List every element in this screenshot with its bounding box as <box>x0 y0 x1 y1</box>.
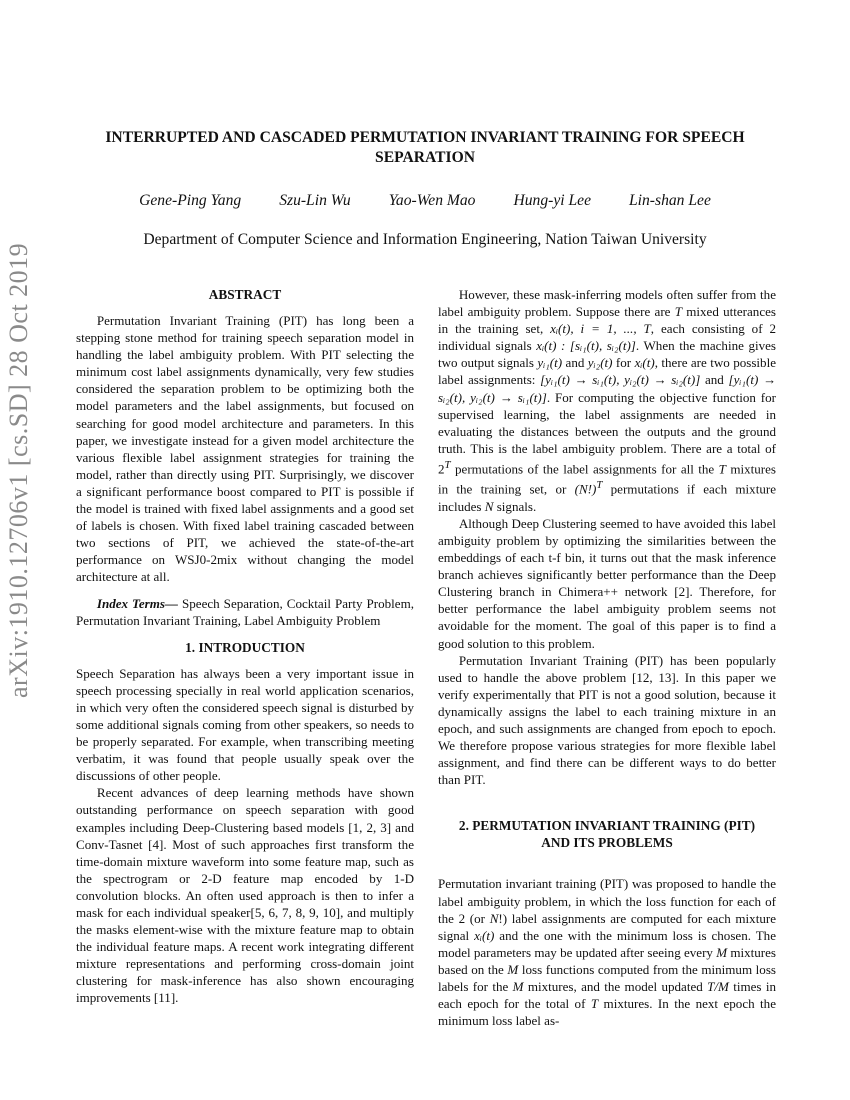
text-run: loss functions computed from the minimum loss labels for the <box>438 961 776 994</box>
abstract-text: Permutation Invariant Training (PIT) has long been a stepping stone method for training speech separation model in handling the label ambiguity problem. With PIT selecting the minimum cost label assignments dynamically, very few studies considered the separation problem to be optimizing both the model parameters and the label assignments, but focused on searching for good model architecture and parameters. In this paper, we investigate instead for a given model architecture the various flexible label assignment strategies for training the model, rather than directly using PIT. Surprisingly, we discover a significant performance boost compared to PIT is possible if the model is trained with fixed label assignments and a good set of labels is chosen. With fixed label training cascaded between two sections of PIT, we achieved the state-of-the-art performance on WSJ0-2mix without changing the model architecture at all. <box>76 313 414 585</box>
text-run: times in each epoch for the total of <box>438 978 776 1012</box>
paragraph: Speech Separation has always been a very important issue in speech processing specially in real world application scenarios, in which very often the considered speech signal is disturbed by some additional signals coming from other speakers, so needs to be properly separated. For example, when transcribing meeting verbatim, it was found that people usually speak over the discussions of other people. <box>76 665 414 784</box>
math-expression: xᵢ(t) : [sᵢ₁(t), sᵢ₂(t)] <box>536 338 636 354</box>
math-expression: 2 <box>438 461 445 477</box>
math-expression: T/M <box>707 978 729 994</box>
author-name: Gene-Ping Yang <box>139 192 242 209</box>
index-terms <box>76 595 414 629</box>
math-exponent: T <box>444 458 451 471</box>
math-symbol: T <box>674 304 682 320</box>
text-run: . When the machine gives two output signals <box>438 338 776 371</box>
text-run: mixtures, and the model updated <box>523 978 708 994</box>
author-name: Hung-yi Lee <box>513 192 591 209</box>
text-run: for <box>612 355 635 371</box>
text-run: , each consisting of 2 individual signals <box>438 321 776 354</box>
index-terms-label: Index Terms— <box>96 595 178 611</box>
math-symbol: M <box>716 944 728 960</box>
affiliation: Department of Computer Science and Information Engineering, Nation Taiwan University <box>143 231 707 248</box>
paragraph: Permutation Invariant Training (PIT) has been popularly used to handle the above problem [12, 13]. In this paper we verify experimentally that PIT is not a good solution, because it dynamically assigns the label to each training mixture in an epoch, and such assignments are changed from epoch to epoch. We therefore propose various strategies for more flexible label assignment, and find there can be different ways to do better than PIT. <box>438 652 776 788</box>
text-run: permutations if each mixture includes <box>438 481 776 514</box>
text-run: , there are two possible label assignments: <box>438 355 776 388</box>
math-symbol: M <box>507 961 519 977</box>
text-run: mixed utterances in the training set, <box>438 304 776 337</box>
left-column <box>76 286 414 1007</box>
text-run: and the one with the minimum loss is chosen. The model parameters may be updated after seeing every <box>438 927 776 960</box>
paragraph <box>438 286 776 515</box>
math-exponent: T <box>596 479 603 492</box>
math-expression: yᵢ₂(t) <box>587 355 613 371</box>
abstract-heading: ABSTRACT <box>208 287 282 302</box>
text-run: However, these mask-inferring models often suffer from the label ambiguity problem. Suppose there are <box>438 287 776 320</box>
math-expression: [yᵢ₁(t) → sᵢ₂(t), yᵢ₂(t) → sᵢ₁(t)] <box>438 372 776 405</box>
math-expression: xᵢ(t) <box>634 355 655 371</box>
index-terms-text: Speech Separation, Cocktail Party Problem, Permutation Invariant Training, Label Ambiguity Problem <box>76 595 414 628</box>
math-symbol: T <box>590 996 599 1012</box>
math-expression: [yᵢ₁(t) → sᵢ₁(t), yᵢ₂(t) → sᵢ₂(t)] <box>540 372 701 388</box>
heading-line: AND ITS PROBLEMS <box>541 835 673 851</box>
math-expression: (N!) <box>574 481 597 497</box>
text-run: mixtures based on the <box>438 944 777 977</box>
text-run: . For computing the objective function for supervised learning, the label assignments are needed in evaluating the distances between the outputs and the ground truth. This is the label ambiguity problem. There are a total of <box>438 389 777 456</box>
text-run: and <box>562 355 588 371</box>
paragraph: Although Deep Clustering seemed to have avoided this label ambiguity problem by optimizing the similarities between the embeddings of each t-f bin, it turns out that the mask inference branch achieves significantly better performance than the Deep Clustering branch in Chimera++ network [2]. Therefore, for better performance the label ambiguity problem seems not avoidable for the moment. The goal of this paper is to find a good solution to this problem. <box>438 515 776 651</box>
text-run: and <box>700 372 729 388</box>
text-run: ) label assignments are computed for each mixture signal <box>438 910 776 943</box>
arxiv-identifier: arXiv:1910.12706v1 [cs.SD] 28 Oct 2019 <box>4 242 33 698</box>
heading-line: 2. PERMUTATION INVARIANT TRAINING (PIT) <box>458 818 756 834</box>
right-column <box>438 286 776 1029</box>
math-symbol: N <box>489 910 499 926</box>
author-name: Szu-Lin Wu <box>279 192 351 209</box>
math-expression: xᵢ(t) <box>474 927 495 943</box>
paragraph: Permutation invariant training (PIT) was proposed to handle the label ambiguity problem, in which the loss function for each of the 2 (or N!) label assignments are computed for each mixture signal xᵢ(t) and the one with the minimum loss is chosen. The model parameters may be updated after seeing every M mixtures based on the M loss functions computed from the minimum loss labels for the M mixtures, and the model updated T/M times in each epoch for the total of T mixtures. In the next epoch the minimum loss label as- <box>438 876 777 1029</box>
math-expression: yᵢ₁(t) <box>537 355 563 371</box>
author-list <box>78 192 772 210</box>
text-run: mixtures in the training set, or <box>438 461 776 497</box>
text-run: permutations of the label assignments for all the <box>450 461 719 477</box>
section-heading-pit <box>438 817 776 851</box>
text-run: mixtures. In the next epoch the minimum loss label as- <box>438 996 776 1029</box>
paragraph: Recent advances of deep learning methods have shown outstanding performance on speech separation with good examples including Deep-Clustering based models [1, 2, 3] and Conv-Tasnet [4]. Most of such approaches first transform the time-domain mixture waveform into some feature map, such as the spectrogram or 2-D feature map encoded by 1-D convolution blocks. An often used approach is then to infer a mask for each individual speaker[5, 6, 7, 8, 9, 10], and multiply the masks element-wise with the mixture feature map to obtain the individual feature maps. A recent work integrating different mixture representations and performing cross-domain joint clustering for mask-inference has also shown encouraging improvements [11]. <box>76 785 414 1006</box>
text-run: signals. <box>493 498 537 514</box>
math-symbol: N <box>484 498 494 514</box>
section-heading-introduction: 1. INTRODUCTION <box>185 639 305 655</box>
math-symbol: T <box>718 461 726 477</box>
text-run: Permutation invariant training (PIT) was proposed to handle the label ambiguity problem, in which the loss function for each of the 2 (or <box>438 876 776 926</box>
paper-title: INTERRUPTED AND CASCADED PERMUTATION INVARIANT TRAINING FOR SPEECH SEPARATION <box>105 129 745 166</box>
math-symbol: M <box>512 978 524 994</box>
author-name: Lin-shan Lee <box>629 192 711 209</box>
author-name: Yao-Wen Mao <box>388 192 476 209</box>
math-expression: xᵢ(t), i = 1, ..., T <box>550 321 651 337</box>
